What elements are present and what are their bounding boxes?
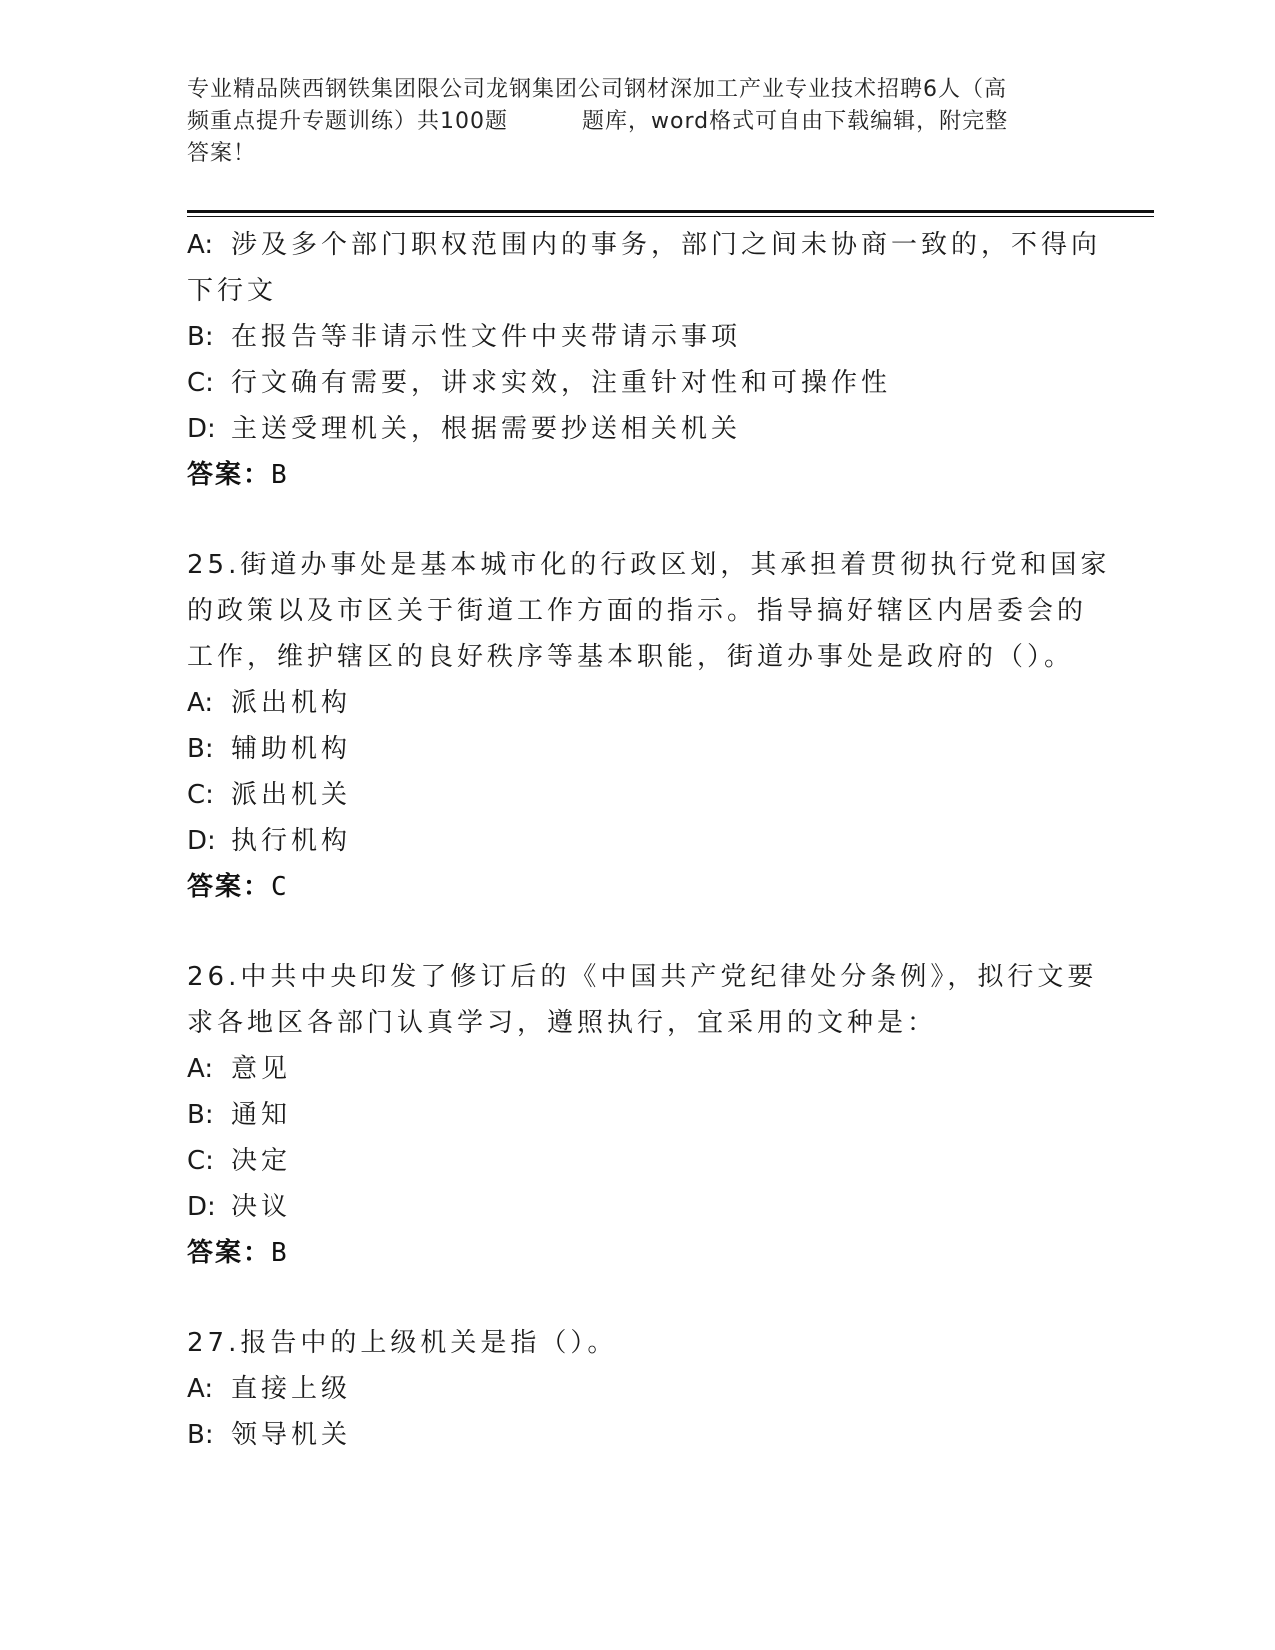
question-24	[187, 222, 1102, 498]
document-body	[187, 222, 1111, 1458]
question-stem-line: 工作，维护辖区的良好秩序等基本职能，街道办事处是政府的（）。	[187, 642, 1075, 672]
option-d: D: 决议	[187, 1192, 292, 1222]
answer: 答案：B	[187, 1238, 287, 1268]
question-stem-line: 27.报告中的上级机关是指（）。	[187, 1328, 618, 1358]
question-stem-line: 的政策以及市区关于街道工作方面的指示。指导搞好辖区内居委会的	[187, 596, 1088, 626]
option-a: A: 涉及多个部门职权范围内的事务，部门之间未协商一致的，不得向	[187, 230, 1102, 260]
header-line-2	[187, 106, 1087, 138]
option-b: B: 领导机关	[187, 1420, 352, 1450]
answer: 答案：B	[187, 460, 287, 490]
header-line-2a: 频重点提升专题训练）共100题	[187, 109, 508, 134]
question-stem-line: 25.街道办事处是基本城市化的行政区划，其承担着贯彻执行党和国家	[187, 550, 1111, 580]
header-divider-thick	[187, 210, 1154, 213]
header-line-1: 专业精品陕西钢铁集团限公司龙钢集团公司钢材深加工产业专业技术招聘6人（高	[187, 77, 1007, 102]
option-b: B: 通知	[187, 1100, 292, 1130]
option-a: A: 意见	[187, 1054, 292, 1084]
header-line-2b: 题库，word格式可自由下载编辑，附完整	[582, 109, 1009, 134]
option-a: A: 直接上级	[187, 1374, 352, 1404]
question-stem-line: 求各地区各部门认真学习，遵照执行，宜采用的文种是：	[187, 1008, 938, 1038]
header-line-3: 答案！	[187, 141, 257, 166]
option-a-continued: 下行文	[187, 276, 278, 306]
option-c: C: 派出机关	[187, 780, 352, 810]
option-b: B: 在报告等非请示性文件中夹带请示事项	[187, 322, 742, 352]
option-a: A: 派出机构	[187, 688, 352, 718]
option-d: D: 主送受理机关，根据需要抄送相关机关	[187, 414, 742, 444]
document-header	[187, 74, 1087, 170]
question-26	[187, 954, 1098, 1276]
header-divider-thin	[187, 216, 1154, 217]
question-stem-line: 26.中共中央印发了修订后的《中国共产党纪律处分条例》，拟行文要	[187, 962, 1098, 992]
option-d: D: 执行机构	[187, 826, 352, 856]
question-25	[187, 542, 1111, 910]
option-c: C: 行文确有需要，讲求实效，注重针对性和可操作性	[187, 368, 892, 398]
option-b: B: 辅助机构	[187, 734, 352, 764]
option-c: C: 决定	[187, 1146, 292, 1176]
question-27	[187, 1320, 1087, 1458]
answer: 答案：C	[187, 872, 287, 902]
